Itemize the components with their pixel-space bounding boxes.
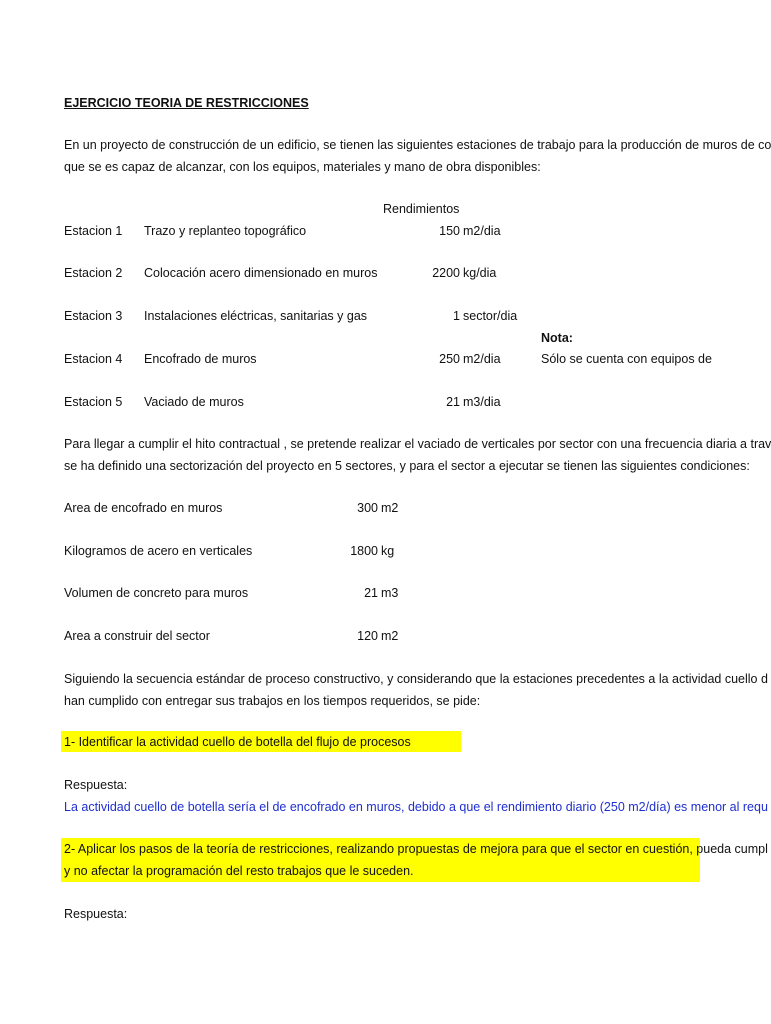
para-llegar-line-1: Para llegar a cumplir el hito contractual , se pretende realizar el vaciado de verticales por sector con una frecuencia diaria a trav	[64, 437, 771, 451]
station-task: Instalaciones eléctricas, sanitarias y gas	[144, 309, 368, 323]
station-name: Estacion 5	[64, 395, 123, 409]
condition-value: 120	[357, 629, 378, 643]
station-name: Estacion 2	[64, 266, 123, 280]
station-unit: kg/dia	[463, 266, 497, 280]
intro-line-2: que se es capaz de alcanzar, con los equipos, materiales y mano de obra disponibles:	[64, 160, 541, 174]
question-1: 1- Identificar la actividad cuello de botella del flujo de procesos	[64, 735, 411, 749]
siguiendo-line-2: han cumplido con entregar sus trabajos en los tiempos requeridos, se pide:	[64, 694, 481, 708]
answer-1: La actividad cuello de botella sería el de encofrado en muros, debido a que el rendimiento diario (250 m2/día) es menor al requ	[64, 800, 768, 814]
station-unit: m2/dia	[463, 352, 501, 366]
intro-line-1: En un proyecto de construcción de un edificio, se tienen las siguientes estaciones de trabajo para la producción de muros de co	[64, 138, 771, 152]
station-unit: m3/dia	[463, 395, 501, 409]
condition-label: Volumen de concreto para muros	[64, 586, 249, 600]
condition-unit: kg	[381, 544, 395, 558]
condition-label: Area a construir del sector	[64, 629, 210, 643]
station-value: 2200	[432, 266, 460, 280]
para-llegar-line-2: se ha definido una sectorización del proyecto en 5 sectores, y para el sector a ejecutar se tienen las siguientes condiciones:	[64, 459, 750, 473]
station-name: Estacion 3	[64, 309, 123, 323]
station-value: 150	[439, 224, 460, 238]
question-2-line-2: y no afectar la programación del resto trabajos que le suceden.	[64, 864, 414, 878]
nota-label: Nota:	[541, 331, 573, 345]
station-task: Colocación acero dimensionado en muros	[144, 266, 378, 280]
rendimientos-header: Rendimientos	[383, 202, 460, 216]
condition-label: Kilogramos de acero en verticales	[64, 544, 253, 558]
station-name: Estacion 1	[64, 224, 123, 238]
station-task: Vaciado de muros	[144, 395, 244, 409]
station-task: Encofrado de muros	[144, 352, 257, 366]
station-unit: sector/dia	[463, 309, 518, 323]
question-2-line-1: 2- Aplicar los pasos de la teoría de restricciones, realizando propuestas de mejora para que el sector en cuestión, pueda cumpl	[64, 842, 768, 856]
siguiendo-line-1: Siguiendo la secuencia estándar de proceso constructivo, y considerando que la estaciones precedentes a la actividad cuello d	[64, 672, 768, 686]
condition-unit: m2	[381, 501, 399, 515]
station-task: Trazo y replanteo topográfico	[144, 224, 307, 238]
respuesta-2-label: Respuesta:	[64, 907, 128, 921]
station-value: 21	[446, 395, 460, 409]
station-unit: m2/dia	[463, 224, 501, 238]
condition-unit: m3	[381, 586, 399, 600]
condition-label: Area de encofrado en muros	[64, 501, 223, 515]
respuesta-label: Respuesta:	[64, 778, 128, 792]
nota-text: Sólo se cuenta con equipos de	[541, 352, 712, 366]
station-name: Estacion 4	[64, 352, 123, 366]
condition-value: 21	[364, 586, 378, 600]
condition-unit: m2	[381, 629, 399, 643]
page-title: EJERCICIO TEORIA DE RESTRICCIONES	[64, 96, 309, 110]
condition-value: 1800	[350, 544, 378, 558]
condition-value: 300	[357, 501, 378, 515]
station-value: 1	[453, 309, 460, 323]
station-value: 250	[439, 352, 460, 366]
